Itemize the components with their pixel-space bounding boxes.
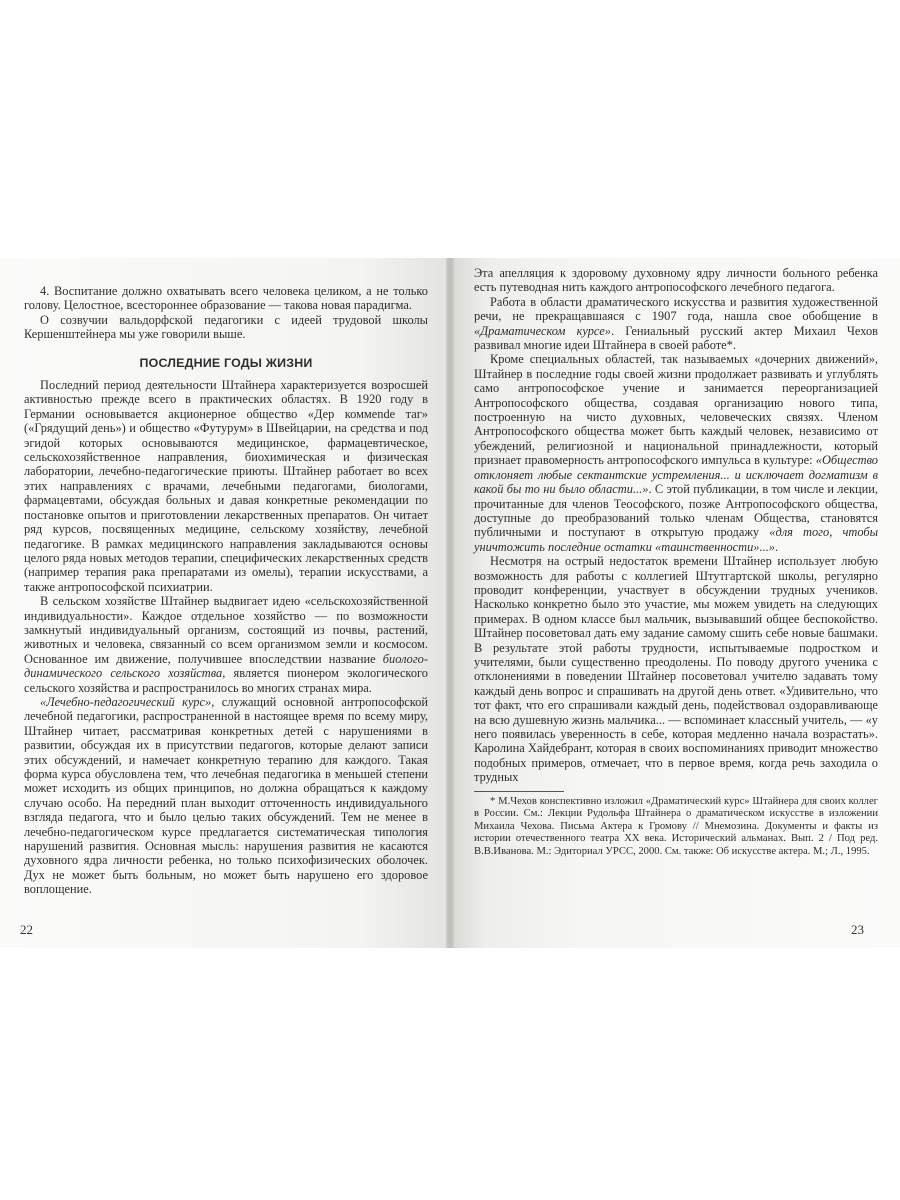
italic-term: «Лечебно-педагогический курс»: [40, 694, 212, 709]
paragraph-text: Работа в области драматического искусства и развития художественной речи, не прекращавшаяся с 1907 года, нашла свое обобщение в: [474, 294, 878, 324]
paragraph-text: .: [775, 539, 779, 554]
paragraph: Последний период деятельности Штайнера характеризуется возросшей активностью прежде всего в практических областях. В 1920 году в Германии основывается акционерное общество «Дер коммende таг» («Грядущий день») и общество «Футурум» в Швейцарии, на средства и под эгидой которых основываются медицинское, фармацевтическое, сельскохозяйственное направления, биохимическая и физическая лаборатории, лечебно-педагогические приюты. Штайнер работает во всех этих направлениях с врачами, лечебными педагогами, биологами, фармацевтами, обсуждая больных и давая конкретные рекомендации по постановке опытов и приготовлении лекарственных препаратов. Он читает ряд курсов, посвященных медицине, сельскому хозяйству, лечебной педагогике. В рамках медицинского направления закладываются основы целого ряда новых методов терапии, специфических лекарственных средств (например терапия рака препаратами из омелы), терапии искусствами, а также антропософской психиатрии.: [24, 378, 428, 594]
paragraph-text: Кроме специальных областей, так называемых «дочерних движений», Штайнер в последние годы своей жизни продолжает развивать и углублять само антропософское учение и занимается переорганизацией Антропософского общества, создавая организацию нового типа, построенную на чисто духовных, человеческих связях. Членом Антропософского общества может быть каждый человек, независимо от убеждений, религиозной и национальной принадлежности, который признает правомерность антропософского импульса в культуре:: [474, 352, 878, 468]
section-heading: ПОСЛЕДНИЕ ГОДЫ ЖИЗНИ: [139, 355, 313, 370]
footnote-divider: [474, 791, 564, 792]
paragraph: Эта апелляция к здоровому духовному ядру личности больного ребенка есть путеводная нить каждого антропософского лечебного педагога.: [474, 266, 878, 295]
italic-quote: «для того, чтобы уничтожить последние остатки «таинственности»...»: [474, 525, 878, 554]
book-spread: [0, 258, 900, 948]
paragraph: [474, 352, 878, 554]
left-page: [0, 258, 450, 948]
page-number: 22: [20, 922, 33, 937]
paragraph: [24, 695, 428, 897]
paragraph-text: . С этой публикации, в том числе и лекции, прочитанные для членов Теософского, позже Антропософского общества, доступные до преобразований только членам Общества, становятся публичными и поступают в открытую продажу: [474, 482, 879, 540]
italic-term: «Драматическом курсе»: [474, 323, 611, 338]
paragraph: 4. Воспитание должно охватывать всего человека целиком, а не только голову. Целостное, всестороннее образование — такова новая парадигма.: [24, 284, 428, 313]
paragraph-text: , является пионером экологического сельского хозяйства и распространилось во многих странах мира.: [24, 666, 428, 695]
paragraph: [24, 594, 428, 695]
paragraph: Несмотря на острый недостаток времени Штайнер использует любую возможность для работы с коллегией Штутгартской школы, регулярно проводит конференции, участвует в обсуждении трудных учеников. Насколько конкретно было это участие, мы можем увидеть на следующих примерах. В одном классе был мальчик, вызывавший общее беспокойство. Штайнер посоветовал дать ему задание самому сшить себе новые башмаки. В результате этой работы трудности, испытываемые подростком и учителями, были существенно преодолены. По поводу другого ученика с отклонениями в поведении Штайнер посоветовал учителю задавать тому каждый день вопрос и спрашивать на другой день ответ. «Удивительно, что тот факт, что его спрашивали каждый день, подействовал оздоравливающе на всю душевную жизнь мальчика... — вспоминает классный учитель, — «у него появилась уверенность в себе, которая медленно начала возрастать». Каролина Хайдебрант, которая в своих воспоминаниях приводит множество подобных примеров, отмечает, что в первое время, когда речь заходила о трудных: [474, 554, 878, 785]
paragraph-text: В сельском хозяйстве Штайнер выдвигает идею «сельскохозяйственной индивидуальности». Каждое отдельное хозяйство — по возможности замкнутый индивидуальный организм, состоящий из почвы, растений, животных и человека, связанный со всем организмом земли и космосом. Основанное им движение, получившее впоследствии название: [24, 594, 428, 666]
page-number: 23: [851, 922, 864, 937]
paragraph: [474, 295, 878, 353]
book-gutter: [446, 258, 454, 948]
italic-quote: «Общество отклоняет любые сектантские устремления... и исключает догматизм в какой бы то ни было области...»: [474, 453, 878, 497]
right-page-text: [474, 266, 878, 859]
paragraph-text: , служащий основной антропософской лечебной педагогики, распространенной в настоящее время по всему миру, Штайнер читает, рассматривая конкретных детей с нарушениями в развитии, обсуждая их в присутствии педагогов, которые делают записи этих обсуждений, и намечает конкретную терапию для каждого. Такая форма курса обусловлена тем, что лечебная педагогика в меньшей степени может исходить из общих принципов, но должна обращаться к каждому случаю особо. На передний план выходит отточенность индивидуального взгляда педагога, что и было целью таких обсуждений. Тем не менее в лечебно-педагогическом курсе предлагается систематическая типология нарушений развития. Основная мысль: нарушения развития не касаются духовного ядра личности ребенка, но только психофизических оболочек. Дух не может быть больным, но может быть нарушено его здоровое воплощение.: [24, 694, 428, 897]
italic-term: биолого-динамического сельского хозяйства: [24, 651, 428, 681]
right-page: [450, 258, 900, 948]
footnote: * М.Чехов конспективно изложил «Драматический курс» Штайнера для своих коллег в России. См.: Лекции Рудольфа Штайнера о драматическом искусстве в изложении Михаила Чехова. Письма Актера к Громову // Мнемозина. Документы и факты из истории отечественного театра XX века. Исторический альманах. Вып. 2 / Под ред. В.В.Иванова. М.: Эдиториал УРСС, 2000. См. также: Об искусстве актера. М.; Л., 1995.: [474, 795, 878, 857]
paragraph: О созвучии вальдорфской педагогики с идеей трудовой школы Кершенштейнера мы уже говорили выше.: [24, 312, 428, 342]
paragraph-text: . Гениальный русский актер Михаил Чехов развивал многие идеи Штайнера в своей работе*.: [474, 323, 878, 353]
left-page-text: [24, 284, 428, 897]
